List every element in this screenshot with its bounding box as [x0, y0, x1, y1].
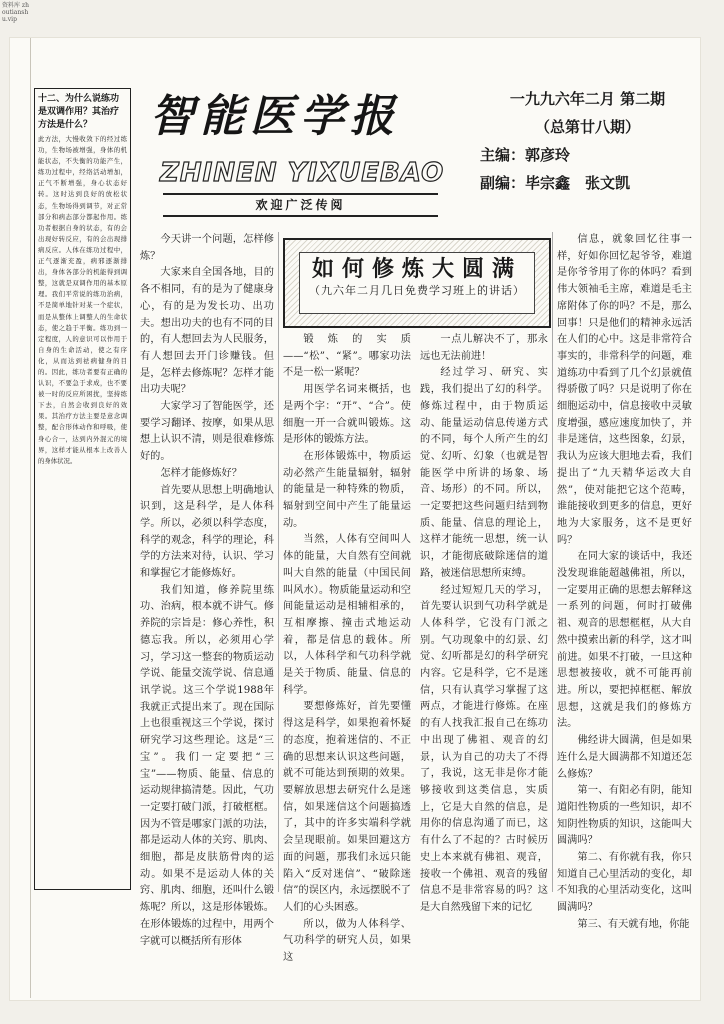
article-column-1 [140, 232, 274, 947]
article-paragraph: 第二、有你就有我，你只知道自己心里活动的变化，却不知我的心里活动变化，这叫圆满吗？ [557, 852, 692, 914]
article-paragraph: 当然，人体有空间叫人体的能量，大自然有空间就叫大自然的能量（中国民间叫风水）。物质能量运动和空间能量运动是相辅相承的，互相摩擦、撞击式地运动着，都是信息的载体。所以，人体科学和气功科学就是关于物质、能量、信息的科学。 [283, 534, 411, 696]
issue-info-block [480, 85, 695, 197]
article-paragraph: 锻炼的实质——“松”、“紧”。哪家功法不是一松一紧呢？ [283, 334, 411, 379]
article-paragraph: 怎样才能修炼好？ [160, 467, 242, 479]
sidebar-body: 此方法，大慢收敛下的经过练功，生物场被增强，身体的机能状态，不失衡的功能产生，练功过程中，经络活动增加，正气不断增强，身心状态好转。这时达到良好的放松状态，生物场得到调节，对正常部分和病态部分都起作用。练功者根据自身的状态，有的会出现好转反应，有的会出现排病反应。人体在练功过程中，正气逐渐充盈，病邪逐渐排出，身体各部分的机能得到调整，这就是双调作用的基本原理。我们平常说的练功治病，不是简单地针对某一个症状，而是从整体上调整人的生命状态，使之趋于平衡。练功到一定程度，人的意识可以作用于自身的生命活动，使之有序化，从而达到祛病健身的目的。因此，练功者要有正确的认识，不要急于求成，也不要被一时的反应所困扰，坚持练下去，自然会收到良好的效果。其治疗方法主要是意念调整，配合形体动作和呼吸，使身心合一，达到内外混元的境界，这样才能从根本上改善人的身体状况。 [38, 135, 127, 465]
article-paragraph: 在形体锻炼中，物质运动必然产生能量辐射，辐射的能量是一种特殊的物质，辐射到空间中产生了能量运动。 [283, 450, 411, 529]
article-column-4 [557, 232, 692, 930]
article-paragraph: 首先要从思想上明确地认识到，这是科学，是人体科学。所以，必须以科学态度，科学的观念，科学的理论，科学的方法来对待，认识、学习和掌握它才能修炼好。 [140, 484, 274, 580]
headline-inner [299, 252, 535, 314]
article-paragraph: 大家来自全国各地，目的各不相同，有的是为了健康身心，有的是为发长功、出功夫。想出功夫的也有不同的目的，有人想回去为人民服务，有人想回去开门诊赚钱。但是，怎样去修炼呢？怎样才能出功夫呢？ [140, 267, 274, 396]
headline-box [283, 238, 551, 328]
article-paragraph: 所以，做为人体科学、气功科学的研究人员，如果这 [283, 918, 411, 964]
sidebar-title: 十二、为什么说练功是双调作用？其治疗方法是什么？ [38, 94, 120, 130]
column-divider [552, 232, 553, 892]
article-paragraph: 用医学名词来概括，也是两个字：“开”、“合”。使细胞一开一合就叫锻炼。这是形体的锻炼方法。 [283, 384, 411, 446]
article-column-3 [420, 332, 548, 913]
column-divider [278, 232, 279, 892]
article-paragraph: 我们知道，修养院里练功、治病，根本就不讲气。修养院的宗旨是：修心养性，积德忘我。所以，必须用心学习，学习这一整套的物质运动学说、能量交流学说、信息通讯学说。这三个学说1988年我就正式提出来了。现在国际上也很重视这三个学说，探讨研究学习这些理论。这是“三宝”。我们一定要把“三宝”——物质、能量、信息的运动规律搞清楚。因此，气功一定要打破门派，打破框框。因为不管是哪家门派的功法，都是运动人体的关窍、肌肉、细胞，都是皮肤筋骨肉的运动。如果不是运动人体的关窍、肌肉、细胞，还叫什么锻炼呢？所以，这是形体锻炼。在形体锻炼的过程中，用两个字就可以概括所有形体 [140, 584, 274, 947]
article-column-2 [283, 332, 411, 964]
article-paragraph: 佛经讲大圆满，但是如果连什么是大圆满都不知道还怎么修炼？ [557, 735, 692, 780]
article-paragraph: 大家学习了智能医学，还要学习翻译、按摩，如果从思想上认识不清，则是很难修炼好的。 [140, 401, 274, 463]
headline-title: 如何修炼大圆满 [311, 256, 522, 282]
article-paragraph: 第一、有阳必有阴，能知道阳性物质的一些知识，却不知阴性物质的知识，这能叫大圆满吗？ [557, 785, 692, 847]
headline-subtitle: （九六年二月几日免费学习班上的讲话） [309, 284, 525, 297]
masthead-title: 智能医学报 [150, 91, 400, 142]
masthead-slogan: 欢迎广泛传阅 [163, 193, 438, 217]
article-paragraph: 经过学习、研究、实践，我们提出了幻的科学。修炼过程中，由于物质运动、能量运动信息传递方式的不同，每个人所产生的幻觉、幻听、幻象（也就是智能医学中所讲的场象、场音、场形）的不同。所以，一定要把这些问题归结到物质、能量、信息的理论上，这样才能统一思想，统一认识，才能彻底破除迷信的道路，被迷信思想所束缚。 [420, 367, 548, 579]
corner-watermark: 资料库 zhoutianshu.vip [2, 2, 29, 23]
sidebar-qa-box [34, 88, 131, 890]
article-paragraph: 一点儿解决不了，那永远也无法前进！ [420, 334, 548, 362]
deputy-editors: 副编：毕宗鑫 张文凯 [480, 174, 631, 192]
article-paragraph: 要想修炼好，首先要懂得这是科学，如果抱着怀疑的态度，抱着迷信的、不正确的思想来认识这些问题，就不可能达到预期的效果。要解放思想去研究什么是迷信，如果迷信这个问题搞透了，其中的许多实端科学就会呈现眼前。如果回避这方面的问题，那我们永远只能陷入“反对迷信”、“破除迷信”的误区内，永远摆脱不了人们的心头困惑。 [283, 701, 411, 913]
article-paragraph: 今天讲一个问题，怎样修炼？ [140, 234, 274, 262]
page-edge-line [30, 38, 31, 998]
masthead-pinyin: ZHINEN YIXUEBAO [160, 158, 445, 188]
issue-date: 一九九六年二月 第二期 [509, 90, 666, 108]
article-paragraph: 第三、有天就有地，你能 [577, 918, 690, 930]
issue-total: （总第廿八期） [534, 118, 640, 136]
article-paragraph: 经过短短几天的学习，首先要认识到气功科学就是人体科学，它没有门派之别。气功现象中的幻景、幻觉、幻听都是幻的科学研究内容。它是科学，它不是迷信，只有认真学习掌握了这两点，才能进行修炼。在座的有人找我汇报自己在练功中出现了佛祖、观音的幻景，认为自己的功夫了不得了，我说，这无非是你才能够接收到这类信息，实质上，它是大自然的信息，是用你的信息沟通了而已，这有什么了不起的？古时候历史上本来就有佛祖、观音，接收一个佛祖、观音的残留信息不是非常容易的吗？这是大自然残留下来的记忆 [420, 584, 548, 913]
article-paragraph: 信息，就象回忆往事一样，好如你回忆起爷爷，难道是你爷爷用了你的体吗？看到伟大领袖毛主席，难道是毛主席附体了你的吗？不是，那么回事！只是他们的精神永远活在人们的心中。这是非常符合事实的，非常科学的问题，难道练功中看到了几个幻景就值得骄傲了吗？只是说明了你在细胞运动中，信息接收中灵敏度增强，感应速度加快了，并非是迷信，这些图象，幻景，我认为应该大胆地去看，我们提出了“九天精华运改大自然”，使对能把它这个范畴，谁能接收到更多的信息，更好地为大家服务，这不是更好吗？ [557, 234, 692, 546]
article-paragraph: 在同大家的谈话中，我还没发现谁能超越佛祖，所以，一定要用正确的思想去解释这一系列的问题，何时打破佛祖、观音的思想框框，从大自然中摸索出新的科学，这才叫前进。如果不打破，一旦这种思想被接收，就不可能再前进。所以，要把掉框框、解放思想，这就是我们的修炼方法。 [557, 551, 692, 730]
chief-editor: 主编：郭彦玲 [480, 146, 571, 164]
